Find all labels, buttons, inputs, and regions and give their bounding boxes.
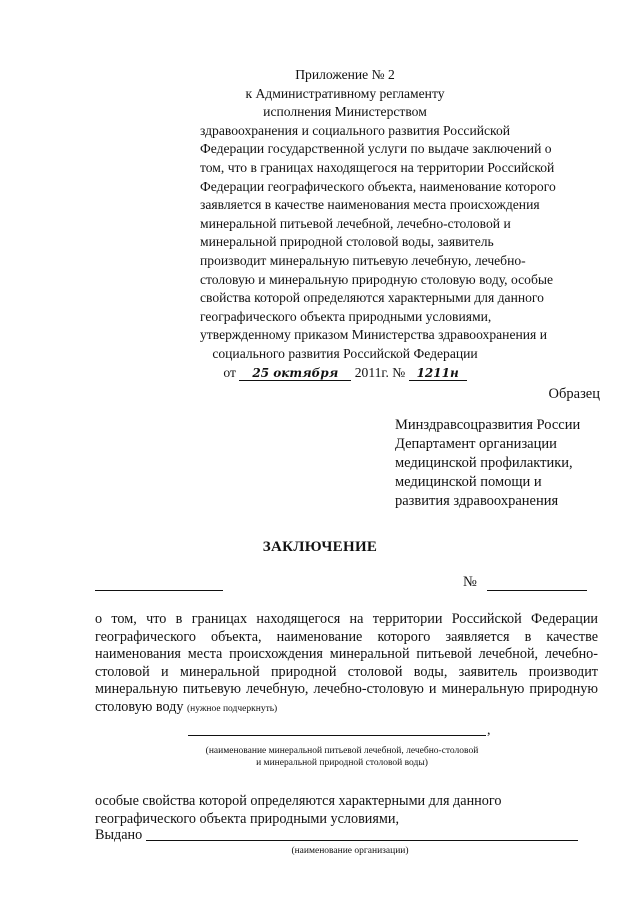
date-prefix: от [223, 364, 236, 380]
appendix-line: том, что в границах находящегося на территории Российской [200, 159, 555, 175]
date-blank-line [95, 590, 223, 591]
appendix-header [200, 66, 556, 382]
department-line: медицинской профилактики, [395, 455, 573, 471]
department-line: Минздравсоцразвития России [395, 417, 581, 433]
appendix-line: исполнения Министерством [263, 104, 427, 120]
appendix-line: к Административному регламенту [245, 85, 445, 101]
appendix-line: Федерации географического объекта, наименование которого [200, 178, 556, 194]
water-name-blank-line [188, 735, 486, 736]
document-title: ЗАКЛЮЧЕНИЕ [262, 539, 378, 555]
appendix-line: свойства которой определяются характерными для данного [200, 290, 544, 306]
handwritten-order-number: 1211н [409, 366, 467, 381]
issued-label: Выдано [95, 827, 143, 843]
organization-caption: (наименование организации) [291, 846, 409, 856]
properties-paragraph: особые свойства которой определяются характерными для данного географического объекта природными условиями, [95, 793, 502, 827]
year-number-label: 2011г. № [354, 364, 406, 380]
appendix-line: социального развития Российской Федерации [212, 345, 478, 361]
water-name-caption-2: и минеральной природной столовой воды) [256, 758, 428, 768]
appendix-line: производит минеральную питьевую лечебную, лечебно- [200, 252, 526, 268]
number-label: № [463, 574, 477, 590]
department-line: Департамент организации [395, 436, 557, 452]
appendix-line: минеральной питьевой лечебной, лечебно-столовой и [200, 215, 511, 231]
appendix-line: утвержденному приказом Министерства здравоохранения и [200, 327, 547, 343]
appendix-line: здравоохранения и социального развития Российской [200, 122, 511, 138]
appendix-line: минеральной природной столовой воды, заявитель [200, 234, 494, 250]
appendix-line: Приложение № 2 [295, 67, 395, 82]
water-name-caption: (наименование минеральной питьевой лечебной, лечебно-столовой [205, 746, 479, 756]
appendix-line: географического объекта природными условиями, [200, 308, 492, 324]
department-line: медицинской помощи и [395, 474, 542, 490]
department-block [395, 416, 605, 511]
blank-comma: , [487, 723, 491, 738]
paragraph-note: (нужное подчеркнуть) [187, 703, 278, 714]
order-date-line [200, 364, 490, 383]
organization-blank-line [146, 840, 578, 841]
sample-label: Образец [548, 386, 600, 402]
department-line: развития здравоохранения [395, 493, 559, 509]
handwritten-date: 25 октября [239, 366, 351, 381]
number-blank-line [487, 590, 587, 591]
appendix-line: Федерации государственной услуги по выдаче заключений о [200, 141, 552, 157]
conclusion-paragraph [95, 611, 598, 719]
paragraph-text: о том, что в границах находящегося на территории Российской Федерации географического объекта, наименование которого заявляется в качестве наименования места происхождения минеральной питьевой лечебной, лечебно-столовой и минеральной природной столовой воды, заявитель производит минеральную питьевую лечебную, лечебно-столовую и минеральную природную столовую воду [95, 611, 598, 715]
appendix-line: заявляется в качестве наименования места происхождения [200, 197, 540, 213]
appendix-line: столовую и минеральную природную столовую воду, особые [200, 271, 554, 287]
